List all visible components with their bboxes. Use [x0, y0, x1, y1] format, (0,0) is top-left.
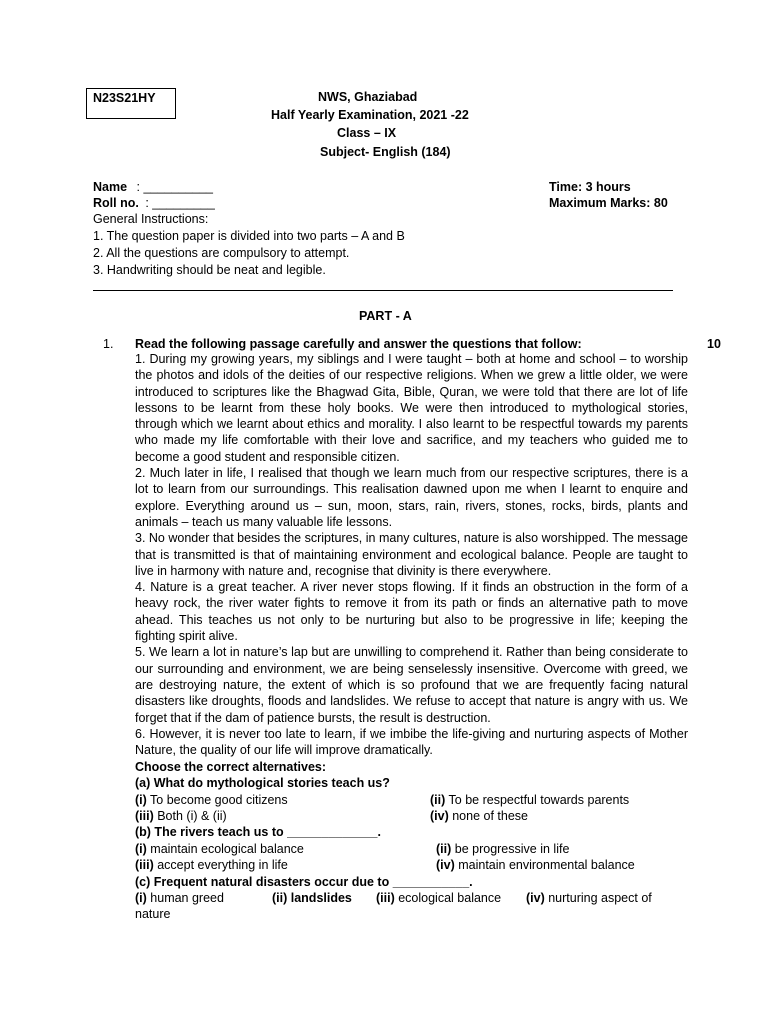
- mcq-c-option-4-continued: nature: [135, 907, 171, 921]
- mcq-b-option-3: (iii) accept everything in life: [135, 858, 288, 872]
- instructions-heading: General Instructions:: [93, 212, 209, 226]
- exam-title: Half Yearly Examination, 2021 -22: [271, 108, 469, 122]
- passage-paragraph: 2. Much later in life, I realised that though we learn much from our respective scriptures, there is a lot to learn from our surroundings. This realisation dawned upon me when I learnt to enquire and explore. Everything around us – sun, moon, stars, rain, rivers, stones, rocks, birds, plants and animals – teach us many valuable life lessons.: [135, 466, 688, 529]
- question-marks: 10: [707, 337, 721, 351]
- paper-code: N23S21HY: [93, 91, 156, 105]
- passage-paragraph: 5. We learn a lot in nature’s lap but are unwilling to comprehend it. Rather than being considerate to our surrounding and environment, we are being senselessly insensitive. Overcome with greed, we are destroying nature, the extent of which is so profound that we are frequently facing natural disasters like droughts, floods and landslides. We refuse to accept that nature is angry with us. We forget that if the dam of patience bursts, the result is destruction.: [135, 645, 688, 725]
- mcq-c-stem: (c) Frequent natural disasters occur due to ___________.: [135, 875, 473, 889]
- mcq-a-option-4: (iv) none of these: [430, 809, 528, 823]
- subject-line: Subject- English (184): [320, 145, 451, 159]
- mcq-c-option-3: (iii) ecological balance: [376, 891, 502, 905]
- passage-paragraph: 6. However, it is never too late to learn, if we imbibe the life-giving and nurturing aspects of Mother Nature, the quality of our life will improve dramatically.: [135, 726, 688, 758]
- mcq-b-stem: (b) The rivers teach us to _____________.: [135, 825, 381, 839]
- mcq-b-option-2: (ii) be progressive in life: [436, 842, 570, 856]
- passage-paragraph: 1. During my growing years, my siblings and I were taught – both at home and school – to worship the photos and idols of the deities of our respective religions. When we grew a little older, we were introduced to scriptures like the Bhagwad Gita, Bible, Quran, we were told that there are lot of life lessons to be learnt from these holy books. We were then introduced to mythological stories, through which we learnt about ethics and morality. I also learnt to be respectful towards my parents who made my life comfortable with their love and sacrifice, and my teachers who guided me to become a good student and responsible citizen.: [135, 352, 688, 464]
- instruction-item: 3. Handwriting should be neat and legible.: [93, 263, 326, 277]
- school-name: NWS, Ghaziabad: [318, 90, 418, 104]
- mcq-c-option-1: (i) human greed: [135, 891, 224, 905]
- passage-paragraph: 3. No wonder that besides the scriptures, in many cultures, nature is also worshipped. The message that is transmitted is that of maintaining environment and ecological balance. People are taught to live in harmony with nature and, recognise that divinity is there everywhere.: [135, 531, 688, 578]
- mcq-a-stem: (a) What do mythological stories teach us?: [135, 776, 390, 790]
- instruction-item: 2. All the questions are compulsory to attempt.: [93, 246, 350, 260]
- mcq-a-option-3: (iii) Both (i) & (ii): [135, 809, 227, 823]
- question-number: 1.: [103, 337, 114, 351]
- max-marks: Maximum Marks: 80: [549, 196, 668, 210]
- time-allowed: Time: 3 hours: [549, 180, 631, 194]
- roll-field: [93, 196, 215, 210]
- choose-heading: Choose the correct alternatives:: [135, 760, 327, 774]
- name-field: [93, 180, 213, 194]
- roll-blank: : _________: [145, 196, 215, 210]
- part-title: PART - A: [359, 309, 412, 323]
- mcq-b-option-4: (iv) maintain environmental balance: [436, 858, 635, 872]
- mcq-a-option-2: (ii) To be respectful towards parents: [430, 793, 630, 807]
- roll-label: Roll no.: [93, 196, 139, 210]
- question-instruction: Read the following passage carefully and answer the questions that follow:: [135, 337, 582, 351]
- divider-line: [93, 290, 673, 291]
- passage-paragraph: 4. Nature is a great teacher. A river never stops flowing. If it finds an obstruction in the form of a heavy rock, the river water fights to remove it from its path or finds an alternative path to move ahead. This teaches us not only to be nurturing but also to be progressive in life; keeping the fighting spirit alive.: [135, 580, 688, 644]
- name-label: Name: [93, 180, 128, 194]
- mcq-c-option-2: (ii) landslides: [272, 891, 352, 905]
- mcq-b-option-1: (i) maintain ecological balance: [135, 842, 304, 856]
- class-line: Class – IX: [337, 126, 397, 140]
- name-blank: : __________: [136, 180, 213, 194]
- instruction-item: 1. The question paper is divided into two parts – A and B: [93, 229, 405, 243]
- paper-code-box: [86, 88, 176, 119]
- mcq-a-option-1: (i) To become good citizens: [135, 793, 288, 807]
- passage: [135, 351, 688, 758]
- mcq-c-option-4: (iv) nurturing aspect of: [526, 891, 652, 905]
